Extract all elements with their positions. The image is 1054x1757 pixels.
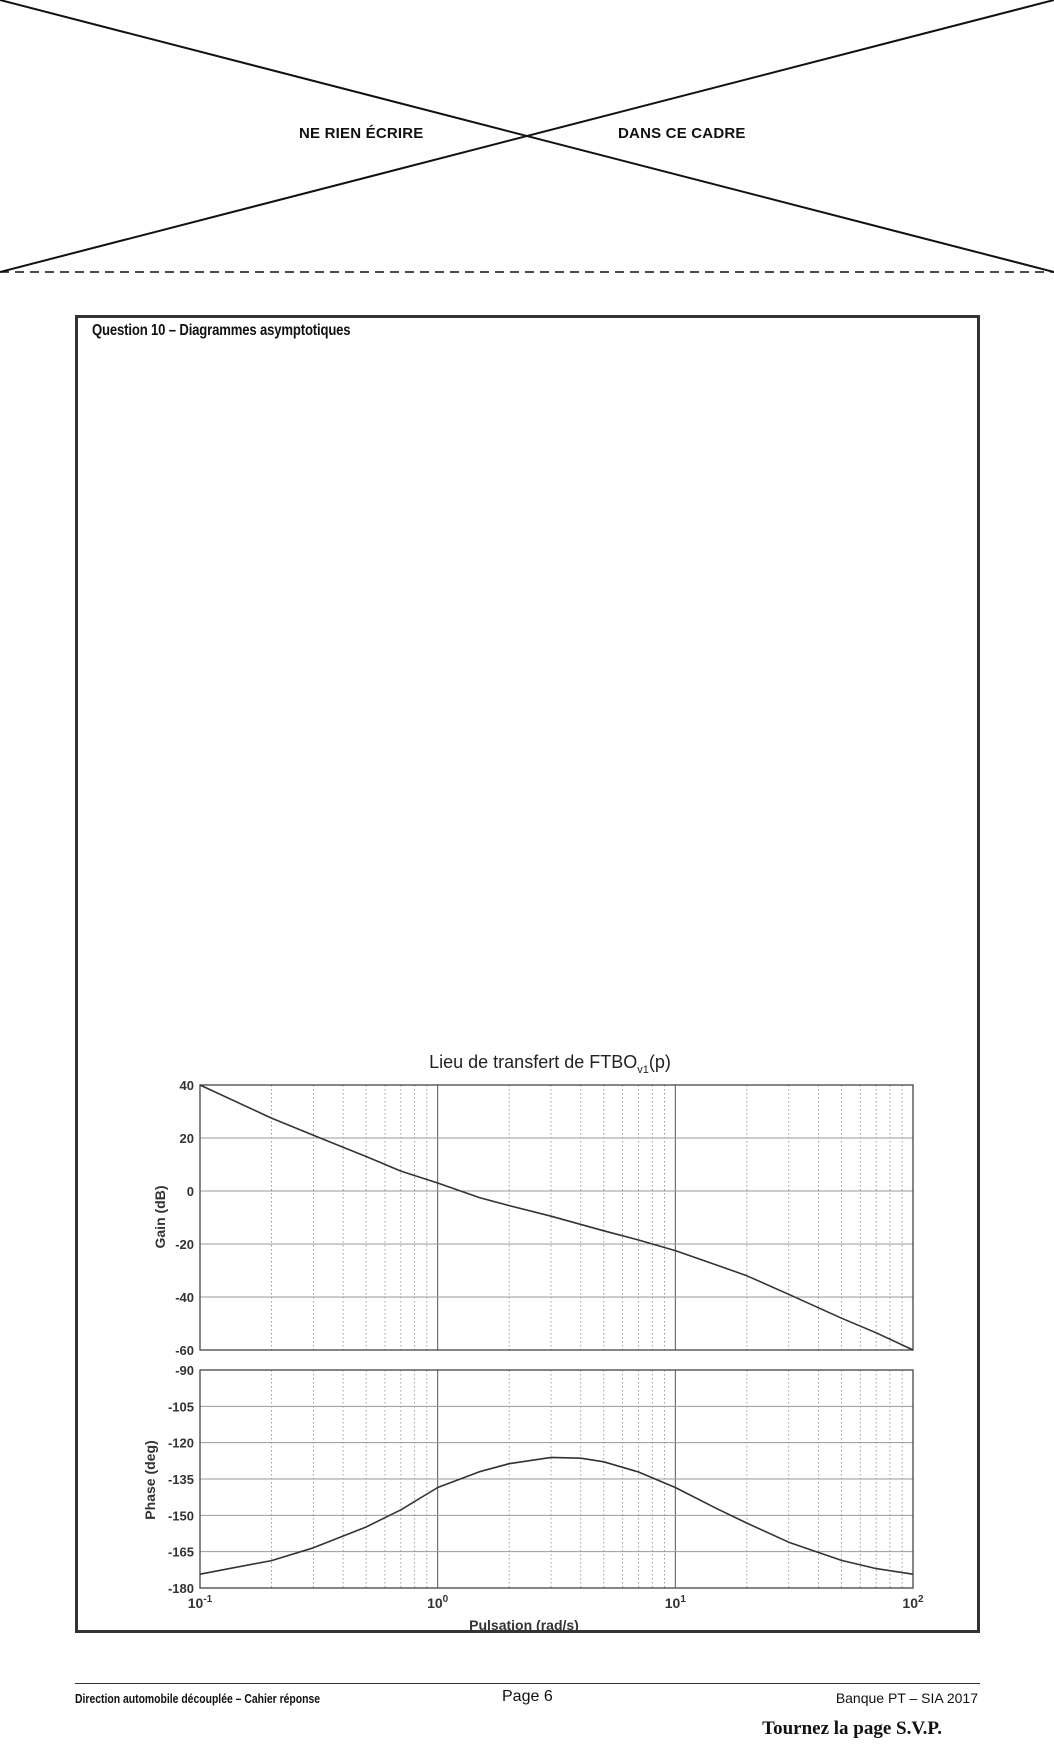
bode-curves xyxy=(200,1085,913,1574)
y-tick-label: -135 xyxy=(167,1472,194,1487)
x-tick-label: $10^0$ xyxy=(427,1594,449,1611)
y-tick-label: -60 xyxy=(175,1343,194,1358)
gain-curve xyxy=(200,1085,913,1350)
gain-axis-label: Gain (dB) xyxy=(152,1185,168,1249)
footer-document-title: Direction automobile découplée – Cahier réponse xyxy=(75,1691,321,1706)
y-tick-label: -180 xyxy=(167,1581,194,1596)
y-tick-label: 20 xyxy=(179,1131,194,1146)
y-tick-label: -150 xyxy=(167,1508,194,1524)
y-tick-label: -120 xyxy=(167,1435,194,1451)
x-axis-label: Pulsation (rad/s) xyxy=(469,1617,579,1633)
y-tick-label: 40 xyxy=(179,1078,194,1093)
footer-exam-name: Banque PT – SIA 2017 xyxy=(835,1690,978,1706)
turn-page-notice: Tournez la page S.V.P. xyxy=(762,1718,942,1739)
bode-grid xyxy=(200,1085,913,1588)
footer-page-number: Page 6 xyxy=(502,1688,553,1705)
y-tick-label: -40 xyxy=(175,1290,194,1305)
y-tick-label: -20 xyxy=(175,1237,194,1252)
no-write-label-right: DANS CE CADRE xyxy=(618,125,746,142)
y-tick-label: -105 xyxy=(167,1399,194,1415)
question-title: Question 10 – Diagrammes asymptotiques xyxy=(92,322,351,339)
x-tick-label: $10^2$ xyxy=(902,1594,924,1611)
y-tick-label: -90 xyxy=(175,1363,194,1378)
no-write-label-left: NE RIEN ÉCRIRE xyxy=(299,125,424,142)
bode-axes xyxy=(200,1085,913,1588)
x-tick-label: $10^1$ xyxy=(664,1594,686,1611)
y-tick-label: 0 xyxy=(186,1184,194,1199)
phase-axis-label: Phase (deg) xyxy=(142,1440,158,1520)
bode-text xyxy=(142,1052,924,1633)
y-tick-label: -165 xyxy=(167,1544,194,1560)
chart-title: Lieu de transfert de $FTBO_{v1}(p)$ xyxy=(429,1052,671,1076)
x-tick-label: $10^{-1}$ xyxy=(187,1594,213,1611)
footer-divider xyxy=(75,1683,980,1684)
